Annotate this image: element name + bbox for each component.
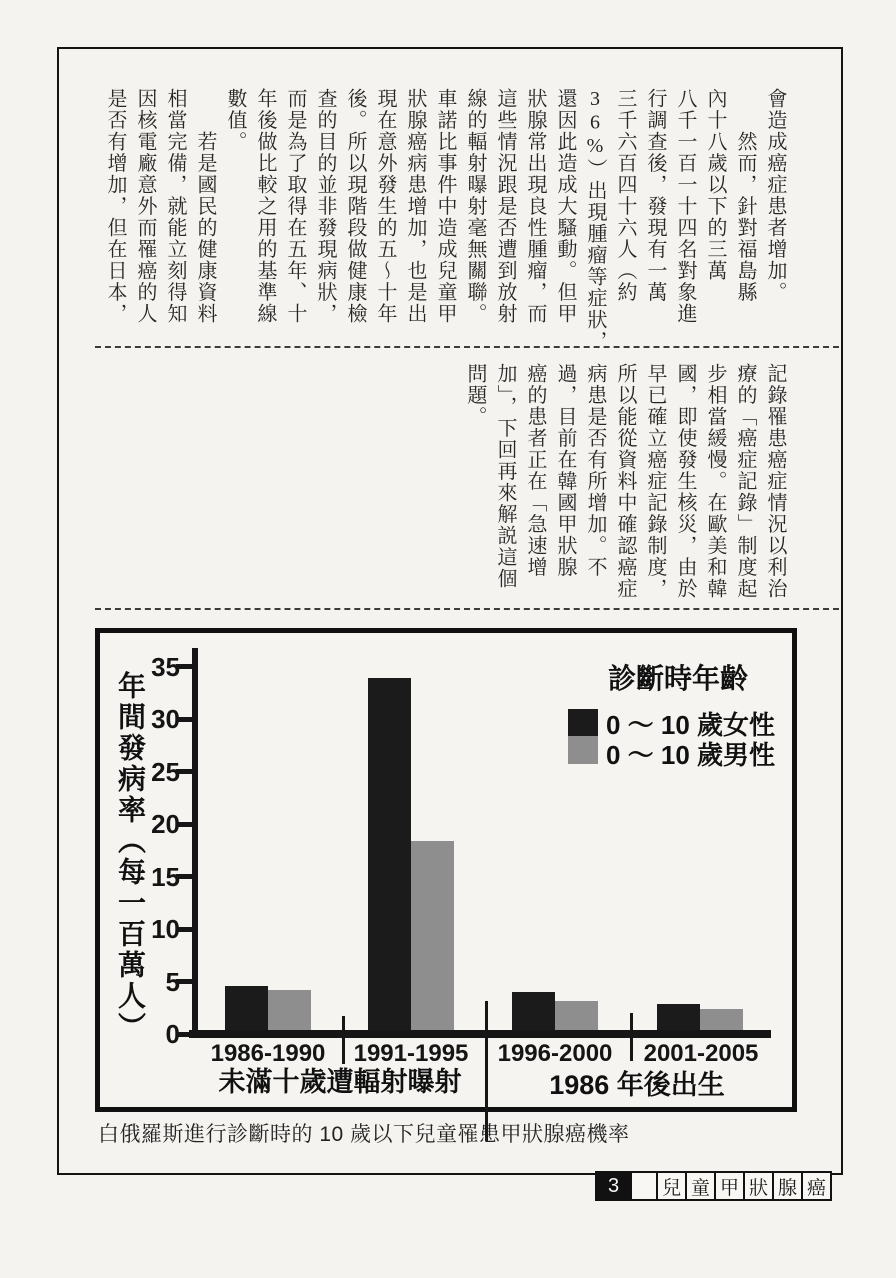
footer-spacer-box — [630, 1171, 658, 1201]
y-tick-label: 0 — [165, 1019, 180, 1049]
text-column: 早已確立癌症記錄制度， — [644, 363, 666, 600]
group-label: 未滿十歲遭輻射曝射 — [218, 1067, 462, 1097]
group-separator — [342, 1016, 345, 1064]
bar-male — [268, 990, 311, 1030]
legend-swatch-female — [568, 709, 598, 736]
text-column: 現在意外發生的五～十年 — [374, 88, 396, 325]
text-column: 因核電廠意外而罹癌的人 — [134, 88, 156, 325]
y-tick-label: 30 — [151, 704, 180, 734]
y-tick-label: 20 — [151, 809, 180, 839]
text-block-top — [100, 88, 790, 350]
text-column: 所以能從資料中確認癌症 — [614, 363, 636, 600]
category-label: 1986-1990 — [210, 1040, 326, 1067]
text-column: 加」，下回再來解説這個 — [494, 363, 516, 590]
bar-male — [555, 1001, 598, 1030]
figure-caption: 白俄羅斯進行診斷時的 10 歲以下兒童罹患甲狀腺癌機率 — [98, 1123, 630, 1146]
bar-female — [512, 992, 555, 1030]
bar-chart-figure — [95, 628, 797, 1112]
text-column: 是否有增加，但在日本， — [104, 88, 126, 325]
text-column: 內十八歲以下的三萬 — [704, 88, 726, 282]
text-column: 後。所以現階段做健康檢 — [344, 88, 366, 325]
text-column: 會造成癌症患者增加。 — [764, 88, 786, 303]
text-block-middle — [460, 363, 790, 603]
y-axis-label: 年間發病率（每一百萬人） — [115, 671, 146, 1043]
footer-title-char-box: 腺 — [772, 1171, 803, 1201]
bar-female — [657, 1004, 700, 1030]
footer-title-char-box: 童 — [685, 1171, 716, 1201]
dashed-divider-1 — [95, 346, 839, 348]
text-column: 步相當緩慢。在歐美和韓 — [704, 363, 726, 600]
text-column: 國，即使發生核災，由於 — [674, 363, 696, 600]
text-column: 數值。 — [224, 88, 246, 153]
footer-title-char-box: 甲 — [714, 1171, 745, 1201]
text-column: 病患是否有所增加。不 — [584, 363, 606, 578]
bar-female — [368, 678, 411, 1030]
text-column: 而是為了取得在五年、十 — [284, 88, 306, 325]
legend-item-female: 0 ～ 10 歲女性 — [606, 710, 776, 740]
text-column: 行調查後，發現有一萬 — [644, 88, 666, 303]
text-column: 狀腺常出現良性腫瘤，而 — [524, 88, 546, 325]
y-tick-label: 5 — [165, 966, 180, 997]
footer-title-char-box: 癌 — [801, 1171, 832, 1201]
dashed-divider-2 — [95, 608, 839, 610]
text-column: 然而，針對福島縣 — [734, 88, 756, 303]
footer-title-char-box: 兒 — [656, 1171, 687, 1201]
text-column: 癌的患者正在「急速增 — [524, 363, 546, 578]
text-column: 記錄罹患癌症情況以利治 — [764, 363, 786, 600]
category-label: 1991-1995 — [353, 1040, 469, 1067]
bar-male — [700, 1009, 743, 1030]
y-tick-label: 15 — [151, 861, 180, 892]
text-column: 相當完備，就能立刻得知 — [164, 88, 186, 325]
bar-female — [225, 986, 268, 1030]
text-column: 線的輻射曝射毫無關聯。 — [464, 88, 486, 325]
text-column: 還因此造成大騷動。但甲 — [554, 88, 576, 325]
y-tick-label: 10 — [151, 914, 180, 944]
text-column: 年後做比較之用的基準線 — [254, 88, 276, 325]
text-column: 36%）出現腫瘤等症狀， — [584, 88, 606, 352]
footer-title-strip — [595, 1171, 832, 1201]
category-label: 1996-2000 — [497, 1040, 613, 1067]
text-column: 八千一百一十四名對象進 — [674, 88, 696, 325]
category-label: 2001-2005 — [643, 1040, 759, 1067]
text-column: 療的「癌症記錄」制度起 — [734, 363, 756, 600]
footer-title-char-box: 狀 — [743, 1171, 774, 1201]
y-axis-line — [192, 648, 198, 1038]
text-column: 查的目的並非發現病狀， — [314, 88, 336, 325]
text-column: 問題。 — [464, 363, 486, 428]
text-column: 狀腺癌病患增加，也是出 — [404, 88, 426, 325]
group-separator — [630, 1013, 633, 1061]
y-tick-label: 25 — [151, 756, 180, 787]
text-column: 三千六百四十六人（約 — [614, 88, 636, 303]
legend-item-male: 0 ～ 10 歲男性 — [606, 740, 776, 770]
legend-swatch-male — [568, 736, 598, 764]
legend-title: 診斷時年齡 — [608, 663, 749, 694]
text-column: 車諾比事件中造成兒童甲 — [434, 88, 456, 325]
text-column: 這些情況跟是否遭到放射 — [494, 88, 516, 325]
y-tick-label: 35 — [151, 651, 180, 682]
group-label: 1986 年後出生 — [549, 1070, 725, 1100]
text-column: 過，目前在韓國甲狀腺 — [554, 363, 576, 578]
page-number-box: 3 — [595, 1171, 632, 1201]
x-axis-line — [189, 1030, 771, 1038]
bar-male — [411, 841, 454, 1030]
text-column: 若是國民的健康資料 — [194, 88, 216, 325]
